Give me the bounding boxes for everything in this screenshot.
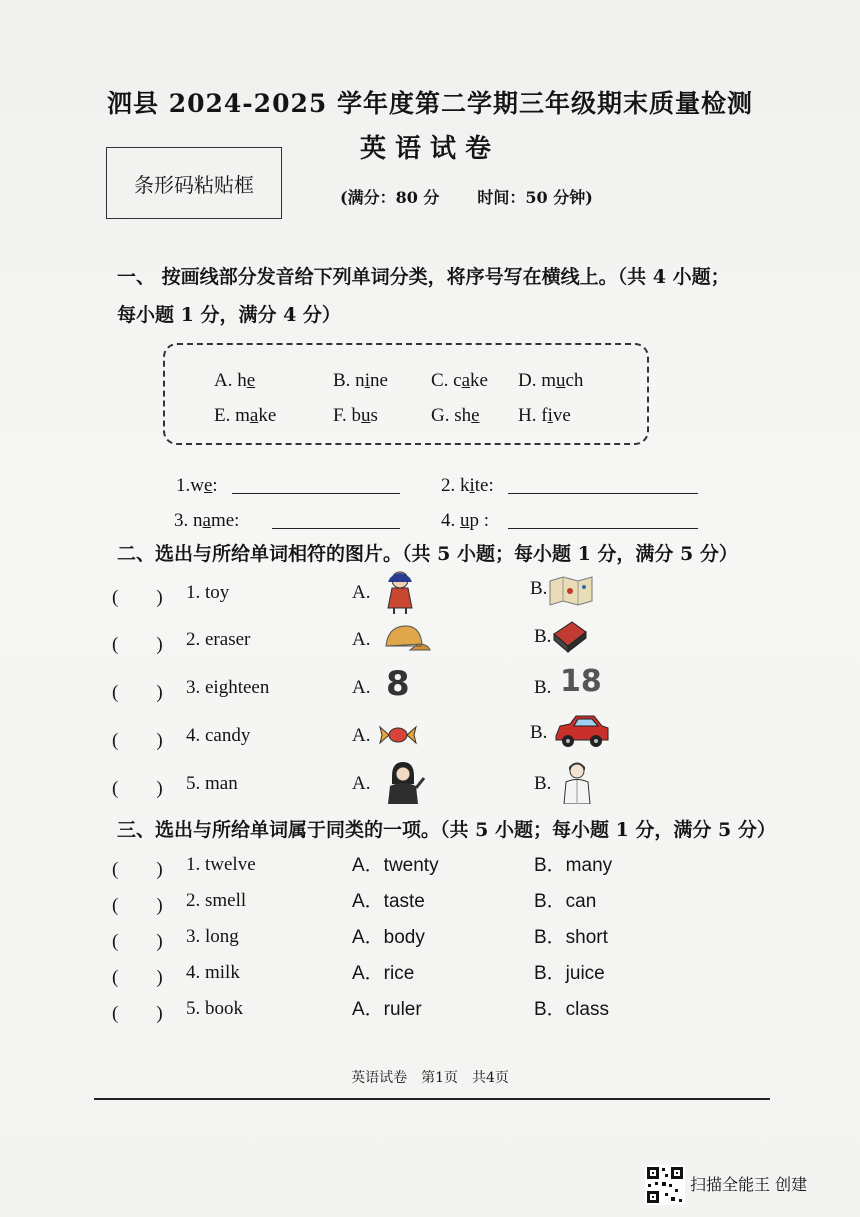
word-option: B. nine bbox=[333, 370, 388, 391]
map-icon bbox=[548, 575, 594, 607]
footer-rule bbox=[94, 1098, 770, 1100]
option-b-label: B. bbox=[530, 722, 548, 743]
section2-heading: 二、选出与所给单词相符的图片。（共 5 小题；每小题 1 分，满分 5 分） bbox=[117, 543, 738, 565]
option-b: B．short bbox=[534, 927, 608, 948]
section1-heading-line1: 一、 按画线部分发音给下列单词分类，将序号写在横线上。（共 4 小题； bbox=[117, 266, 730, 288]
word-option: D. much bbox=[518, 370, 584, 391]
eraser-icon bbox=[550, 618, 590, 654]
score-info bbox=[340, 185, 631, 208]
option-b-label: B. bbox=[534, 773, 552, 794]
option-a-label: A. bbox=[352, 725, 371, 746]
question-word: 5. book bbox=[186, 998, 243, 1019]
doll-icon bbox=[382, 568, 418, 614]
option-a-label: A. bbox=[352, 629, 371, 650]
blank-question: 4. up : bbox=[441, 510, 490, 531]
qr-code-icon bbox=[645, 1165, 685, 1205]
answer-paren[interactable]: ( ) bbox=[112, 895, 163, 916]
woman-icon bbox=[380, 760, 426, 804]
option-a-label: A. bbox=[352, 773, 371, 794]
answer-paren[interactable]: ( ) bbox=[112, 634, 163, 655]
candy-icon bbox=[378, 722, 418, 748]
answer-paren[interactable]: ( ) bbox=[112, 587, 163, 608]
option-a: A．rice bbox=[352, 963, 415, 984]
full-score: (满分：80 分 bbox=[340, 188, 440, 207]
answer-paren[interactable]: ( ) bbox=[112, 931, 163, 952]
exam-subtitle: 英语试卷 bbox=[359, 134, 500, 164]
section1-heading-line2: 每小题 1 分，满分 4 分） bbox=[117, 304, 341, 326]
answer-blank[interactable] bbox=[272, 527, 400, 529]
question-word: 2. smell bbox=[186, 890, 247, 911]
blank-question: 3. name: bbox=[174, 510, 240, 531]
option-b-label: B. bbox=[534, 677, 552, 698]
word-option: E. make bbox=[214, 405, 277, 426]
option-b: B．juice bbox=[534, 963, 605, 984]
blank-question: 1.we: bbox=[176, 475, 218, 496]
option-b-label: B. bbox=[530, 578, 548, 599]
answer-paren[interactable]: ( ) bbox=[112, 859, 163, 880]
word-option: F. bus bbox=[333, 405, 378, 426]
option-a: A．body bbox=[352, 927, 425, 948]
question-word: 5. man bbox=[186, 773, 238, 794]
number-8-picture: 8 bbox=[386, 664, 409, 704]
word-option: G. she bbox=[431, 405, 480, 426]
question-word: 4. candy bbox=[186, 725, 251, 746]
question-word: 2. eraser bbox=[186, 629, 251, 650]
answer-paren[interactable]: ( ) bbox=[112, 1003, 163, 1024]
word-option: C. cake bbox=[431, 370, 488, 391]
option-a-label: A. bbox=[352, 582, 371, 603]
answer-blank[interactable] bbox=[508, 527, 698, 529]
car-icon bbox=[552, 712, 610, 750]
time-limit: 时间：50 分钟) bbox=[477, 188, 593, 207]
option-a: A．ruler bbox=[352, 999, 422, 1020]
answer-blank[interactable] bbox=[508, 492, 698, 494]
number-18-picture: 18 bbox=[560, 664, 602, 699]
option-b: B．can bbox=[534, 891, 597, 912]
section3-heading: 三、选出与所给单词属于同类的一项。（共 5 小题；每小题 1 分，满分 5 分） bbox=[117, 819, 776, 841]
answer-blank[interactable] bbox=[232, 492, 400, 494]
cap-icon bbox=[380, 622, 432, 658]
answer-paren[interactable]: ( ) bbox=[112, 682, 163, 703]
man-icon bbox=[558, 758, 596, 804]
answer-paren[interactable]: ( ) bbox=[112, 730, 163, 751]
page-footer: 英语试卷 第1页 共4页 bbox=[351, 1070, 509, 1086]
option-a-label: A. bbox=[352, 677, 371, 698]
question-word: 4. milk bbox=[186, 962, 240, 983]
question-word: 1. twelve bbox=[186, 854, 256, 875]
option-b-label: B. bbox=[534, 626, 552, 647]
word-option: H. five bbox=[518, 405, 571, 426]
question-word: 3. eighteen bbox=[186, 677, 270, 698]
question-word: 1. toy bbox=[186, 582, 230, 603]
option-b: B．class bbox=[534, 999, 609, 1020]
word-options-box bbox=[163, 343, 649, 445]
option-b: B．many bbox=[534, 855, 613, 876]
barcode-box bbox=[106, 147, 282, 219]
answer-paren[interactable]: ( ) bbox=[112, 778, 163, 799]
answer-paren[interactable]: ( ) bbox=[112, 967, 163, 988]
word-option: A. he bbox=[214, 370, 256, 391]
exam-title: 泗县 2024-2025 学年度第二学期三年级期末质量检测 bbox=[107, 89, 753, 118]
barcode-label: 条形码粘贴框 bbox=[134, 172, 254, 197]
blank-question: 2. kite: bbox=[441, 475, 494, 496]
question-word: 3. long bbox=[186, 926, 239, 947]
option-a: A．twenty bbox=[352, 855, 439, 876]
scanner-watermark: 扫描全能王 创建 bbox=[690, 1175, 808, 1194]
option-a: A．taste bbox=[352, 891, 425, 912]
